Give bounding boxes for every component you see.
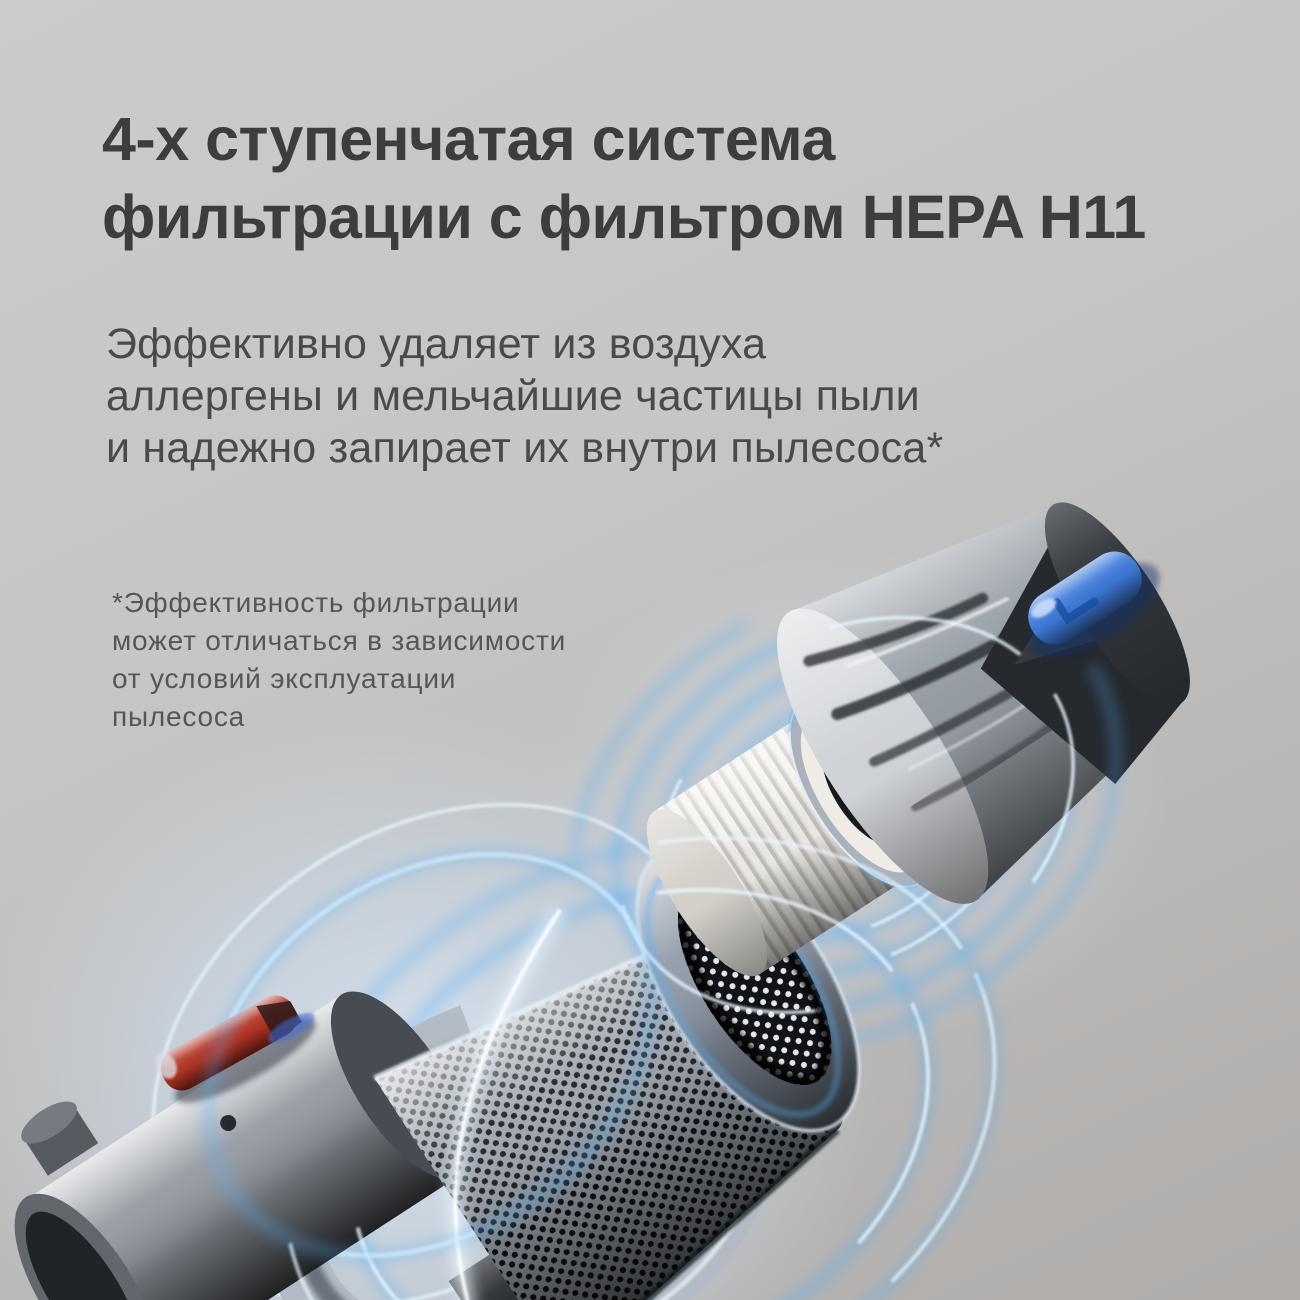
product-illustration (0, 440, 1300, 1300)
footnote-line-1: *Эффективность фильтрации (112, 587, 520, 618)
description-text (106, 318, 943, 474)
description-line-2: аллергены и мельчайшие частицы пыли (106, 372, 920, 420)
footnote-line-2: может отличаться в зависимости (112, 625, 567, 656)
page-title (102, 100, 1146, 256)
description-line-3: и надежно запирает их внутри пылесоса* (106, 424, 944, 472)
footnote-line-3: от условий эксплуатации (112, 663, 457, 694)
heading-line-1: 4-х ступенчатая система (102, 105, 835, 173)
footnote-text (112, 584, 566, 736)
description-line-1: Эффективно удаляет из воздуха (106, 320, 767, 368)
heading-line-2: фильтрации с фильтром HEPA H11 (102, 183, 1146, 251)
footnote-line-4: пылесоса (112, 701, 246, 732)
